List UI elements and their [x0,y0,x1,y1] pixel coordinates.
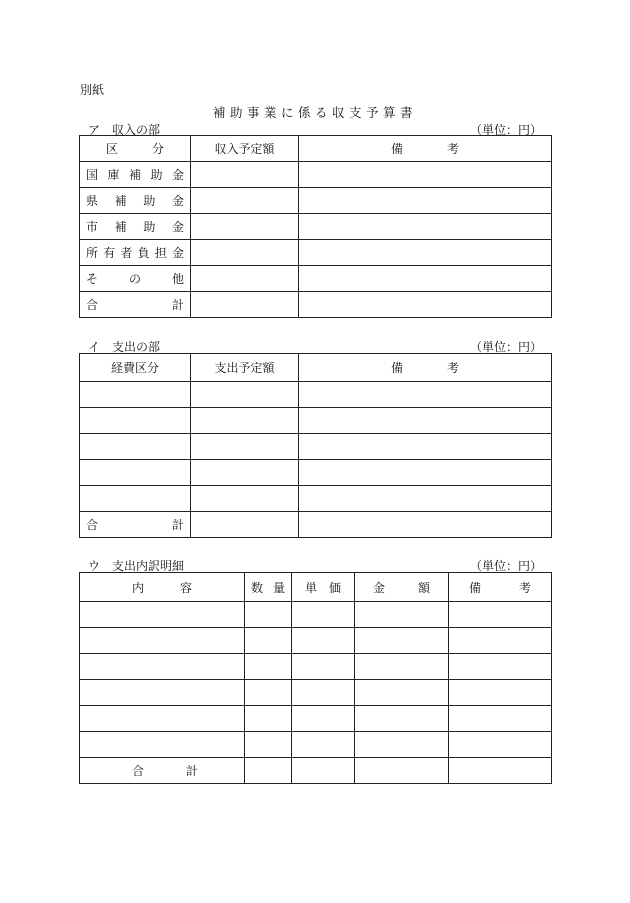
label-char: 合 [132,764,145,778]
expense-header-row [80,354,552,382]
label-char: 者 [120,246,133,260]
expense-section-heading: イ 支出の部 [88,340,161,354]
label-char: 県 [86,194,99,208]
income-remarks-cell[interactable] [299,188,552,214]
detail-content-cell[interactable] [80,628,245,654]
detail-header-quantity-char-1: 数 [251,580,264,595]
detail-unit-price-cell[interactable] [292,680,355,706]
label-char: 計 [185,764,198,778]
income-section-heading: ア 収入の部 [88,123,161,137]
expense-row [80,486,552,512]
expense-remarks-cell[interactable] [299,512,552,538]
label-char: 庫 [107,168,120,182]
income-row-city-subsidy [80,214,552,240]
detail-header-unit-price-char-2: 価 [328,580,341,595]
income-row-national-subsidy [80,162,552,188]
detail-row [80,602,552,628]
expense-remarks-cell[interactable] [299,434,552,460]
income-table [79,135,552,318]
detail-remarks-cell[interactable] [449,628,552,654]
detail-header-content-char-2: 容 [179,580,192,595]
expense-amount-cell[interactable] [191,460,299,486]
expense-amount-cell[interactable] [191,486,299,512]
income-remarks-cell[interactable] [299,292,552,318]
detail-header-unit-price-char-1: 単 [305,580,318,595]
detail-header-content-char-1: 内 [132,580,145,595]
income-row-label [80,188,191,214]
income-amount-cell[interactable] [191,266,299,292]
label-char: そ [86,272,99,286]
detail-row [80,628,552,654]
detail-total-label [80,758,245,784]
income-remarks-cell[interactable] [299,266,552,292]
label-char: 補 [114,220,127,234]
income-header-amount: 収入予定額 [191,136,299,162]
document-title: 補助事業に係る収支予算書 [212,105,417,120]
detail-header-row [80,573,552,602]
detail-header-remarks-char-2: 考 [518,580,531,595]
label-char: 有 [103,246,116,260]
detail-quantity-cell[interactable] [245,680,292,706]
expense-header-remarks-char-2: 考 [446,361,459,375]
income-amount-cell[interactable] [191,162,299,188]
detail-unit-price-cell[interactable] [292,706,355,732]
income-header-remarks-char-1: 備 [391,142,404,156]
expense-unit-label: （単位：円） [469,340,542,354]
income-header-category-char-1: 区 [106,142,119,156]
income-remarks-cell[interactable] [299,214,552,240]
detail-header-unit-price [292,573,355,602]
expense-total-label [80,512,191,538]
detail-amount-cell[interactable] [355,706,449,732]
income-unit-label: （単位：円） [469,123,542,137]
detail-content-cell[interactable] [80,732,245,758]
expense-remarks-cell[interactable] [299,382,552,408]
detail-quantity-cell[interactable] [245,706,292,732]
label-char: 負 [137,246,150,260]
label-char: 金 [171,168,184,182]
detail-quantity-cell[interactable] [245,628,292,654]
detail-amount-cell[interactable] [355,732,449,758]
expense-category-cell[interactable] [80,434,191,460]
income-amount-cell[interactable] [191,214,299,240]
detail-unit-price-cell[interactable] [292,654,355,680]
detail-quantity-cell[interactable] [245,758,292,784]
expense-row [80,408,552,434]
detail-remarks-cell[interactable] [449,732,552,758]
label-char: 金 [171,246,184,260]
detail-section-heading: ウ 支出内訳明細 [88,559,185,573]
label-char: の [128,272,141,286]
income-header-row [80,136,552,162]
label-char: 助 [143,220,156,234]
label-char: 市 [86,220,99,234]
income-row-label [80,214,191,240]
expense-row [80,434,552,460]
detail-content-cell[interactable] [80,706,245,732]
label-char: 合 [86,518,99,532]
income-row-label [80,292,191,318]
detail-content-cell[interactable] [80,602,245,628]
expense-row [80,460,552,486]
detail-unit-label: （単位：円） [469,559,542,573]
detail-remarks-cell[interactable] [449,758,552,784]
expense-category-cell[interactable] [80,460,191,486]
income-row-other [80,266,552,292]
detail-header-quantity [245,573,292,602]
income-row-label [80,266,191,292]
income-row-label [80,240,191,266]
income-header-remarks [299,136,552,162]
detail-unit-price-cell[interactable] [292,628,355,654]
detail-amount-cell[interactable] [355,758,449,784]
detail-row [80,654,552,680]
income-remarks-cell[interactable] [299,240,552,266]
income-header-category-char-2: 分 [151,142,164,156]
expense-header-remarks-char-1: 備 [391,361,404,375]
detail-header-remarks-char-1: 備 [469,580,482,595]
detail-quantity-cell[interactable] [245,732,292,758]
detail-header-amount-char-2: 額 [417,580,430,595]
expense-amount-cell[interactable] [191,382,299,408]
income-amount-cell[interactable] [191,292,299,318]
label-char: 補 [114,194,127,208]
detail-amount-cell[interactable] [355,628,449,654]
expense-table [79,353,552,538]
income-remarks-cell[interactable] [299,162,552,188]
expense-header-amount: 支出予定額 [191,354,299,382]
expense-category-cell[interactable] [80,382,191,408]
expense-remarks-cell[interactable] [299,408,552,434]
detail-amount-cell[interactable] [355,680,449,706]
income-amount-cell[interactable] [191,240,299,266]
label-char: 所 [86,246,99,260]
detail-header-quantity-char-2: 量 [272,580,285,595]
label-char: 合 [86,298,99,312]
detail-unit-price-cell[interactable] [292,758,355,784]
detail-amount-cell[interactable] [355,602,449,628]
income-amount-cell[interactable] [191,188,299,214]
label-char: 計 [171,518,184,532]
detail-remarks-cell[interactable] [449,602,552,628]
expense-header-remarks [299,354,552,382]
expense-amount-cell[interactable] [191,512,299,538]
expense-row [80,382,552,408]
expense-remarks-cell[interactable] [299,460,552,486]
detail-row [80,732,552,758]
detail-remarks-cell[interactable] [449,706,552,732]
detail-header-content [80,573,245,602]
detail-content-cell[interactable] [80,680,245,706]
expense-row-total [80,512,552,538]
label-char: 他 [171,272,184,286]
label-char: 国 [86,168,99,182]
expense-header-category: 経費区分 [80,354,191,382]
income-header-category [80,136,191,162]
expense-amount-cell[interactable] [191,434,299,460]
expense-category-cell[interactable] [80,408,191,434]
detail-header-remarks [449,573,552,602]
detail-unit-price-cell[interactable] [292,602,355,628]
label-char: 担 [154,246,167,260]
income-row-total [80,292,552,318]
expense-remarks-cell[interactable] [299,486,552,512]
detail-unit-price-cell[interactable] [292,732,355,758]
detail-row [80,680,552,706]
detail-row-total [80,758,552,784]
expense-amount-cell[interactable] [191,408,299,434]
label-char: 金 [171,220,184,234]
detail-content-cell[interactable] [80,654,245,680]
detail-amount-cell[interactable] [355,654,449,680]
label-char: 補 [128,168,141,182]
label-char: 金 [171,194,184,208]
expense-category-cell[interactable] [80,486,191,512]
document-label: 別紙 [80,83,105,97]
detail-row [80,706,552,732]
label-char: 計 [171,298,184,312]
income-row-owner-burden [80,240,552,266]
detail-header-amount-char-1: 金 [373,580,386,595]
label-char: 助 [150,168,163,182]
detail-remarks-cell[interactable] [449,654,552,680]
detail-quantity-cell[interactable] [245,602,292,628]
income-row-label [80,162,191,188]
income-header-remarks-char-2: 考 [446,142,459,156]
detail-table [79,572,552,784]
detail-remarks-cell[interactable] [449,680,552,706]
detail-header-amount [355,573,449,602]
label-char: 助 [143,194,156,208]
detail-quantity-cell[interactable] [245,654,292,680]
income-row-prefecture-subsidy [80,188,552,214]
